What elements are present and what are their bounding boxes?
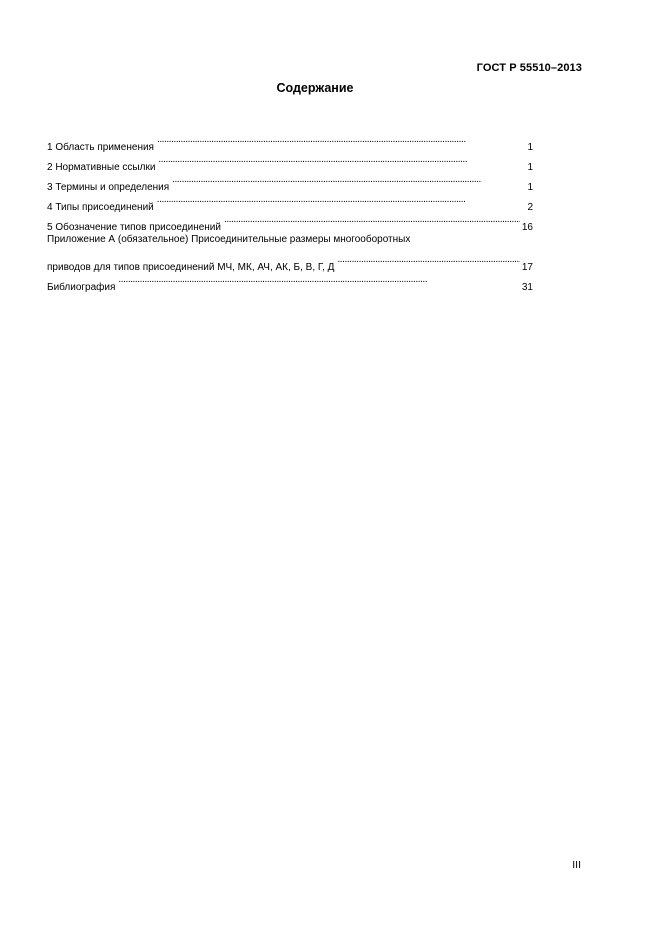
toc-entry-page: 1 [527,162,533,173]
page-number: III [572,859,581,871]
toc-appendix-line1[interactable] [47,230,533,250]
toc-leader-dots [158,150,525,170]
toc-entry-label: 1 Область применения [47,142,154,153]
toc-entry-label: 4 Типы присоединений [47,202,154,213]
toc-bibliography-page: 31 [521,282,533,293]
toc-appendix-line2[interactable] [47,250,533,273]
toc-leader-dots [157,190,526,210]
toc-leader-dots [337,250,519,270]
toc-bibliography-label: Библиография [47,282,116,293]
toc-leader-dots [224,210,520,230]
toc-leader-dots [172,170,525,190]
table-of-contents [47,130,533,293]
toc-entry-label: 5 Обозначение типов присоединений [47,222,221,233]
toc-leader-dots [118,270,519,290]
toc-bibliography[interactable] [47,270,533,293]
toc-entry-page: 1 [527,182,533,193]
toc-entry-label: 2 Нормативные ссылки [47,162,156,173]
toc-appendix-label-line2: приводов для типов присоединений МЧ, МК, АЧ, АК, Б, В, Г, Д [47,262,335,273]
toc-appendix-page: 17 [521,262,533,273]
toc-entry-page: 1 [527,142,533,153]
toc-title: Содержание [276,81,354,95]
toc-entry-label: 3 Термины и определения [47,182,170,193]
toc-entry[interactable] [47,130,533,153]
toc-entry-page: 16 [521,222,533,233]
document-code: ГОСТ Р 55510–2013 [476,62,582,74]
toc-appendix-label-line1: Приложение А (обязательное) Присоединительные размеры многооборотных [47,234,411,245]
toc-entry-page: 2 [527,202,533,213]
toc-leader-dots [157,130,525,150]
